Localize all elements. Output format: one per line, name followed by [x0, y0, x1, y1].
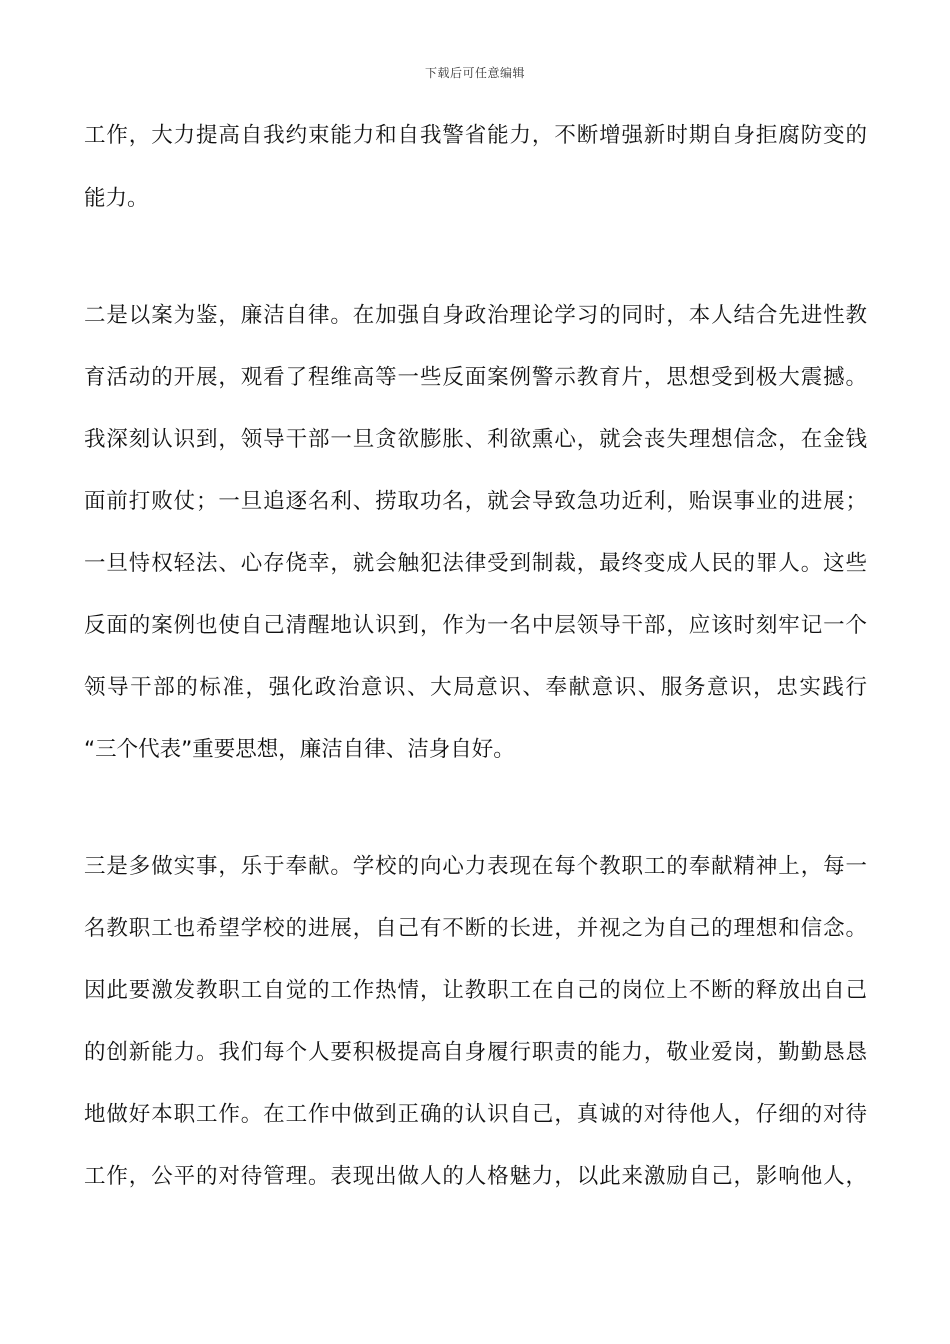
text-line: 三是多做实事，乐于奉献。学校的向心力表现在每个教职工的奉献精神上，每一: [84, 854, 867, 879]
text-line: 工作，公平的对待管理。表现出做人的人格魅力，以此来激励自己，影响他人，: [84, 1164, 867, 1189]
text-line: 名教职工也希望学校的进展，自己有不断的长进，并视之为自己的理想和信念。: [84, 916, 867, 941]
page-header: 下载后可任意编辑: [424, 66, 525, 80]
text-line: 面前打败仗；一旦追逐名利、捞取功名，就会导致急功近利，贻误事业的进展；: [84, 489, 867, 514]
text-line: 二是以案为鉴，廉洁自律。在加强自身政治理论学习的同时，本人结合先进性教: [84, 303, 867, 328]
text-line: 因此要激发教职工自觉的工作热情，让教职工在自己的岗位上不断的释放出自己: [84, 978, 867, 1003]
text-line: 我深刻认识到，领导干部一旦贪欲膨胀、利欲熏心，就会丧失理想信念，在金钱: [84, 427, 867, 452]
text-line: 的创新能力。我们每个人要积极提高自身履行职责的能力，敬业爱岗，勤勤恳恳: [84, 1040, 867, 1065]
text-line: 领导干部的标准，强化政治意识、大局意识、奉献意识、服务意识，忠实践行: [84, 675, 867, 700]
text-line: 地做好本职工作。在工作中做到正确的认识自己，真诚的对待他人，仔细的对待: [84, 1102, 867, 1127]
text-line: 能力。: [84, 186, 149, 211]
text-line: 工作，大力提高自我约束能力和自我警省能力，不断增强新时期自身拒腐防变的: [84, 123, 867, 148]
text-line: 反面的案例也使自己清醒地认识到，作为一名中层领导干部，应该时刻牢记一个: [84, 613, 867, 638]
text-line: 一旦恃权轻法、心存侥幸，就会触犯法律受到制裁，最终变成人民的罪人。这些: [84, 551, 867, 576]
text-line: “三个代表”重要思想，廉洁自律、洁身自好。: [84, 737, 515, 762]
text-line: 育活动的开展，观看了程维高等一些反面案例警示教育片，思想受到极大震撼。: [84, 365, 867, 390]
